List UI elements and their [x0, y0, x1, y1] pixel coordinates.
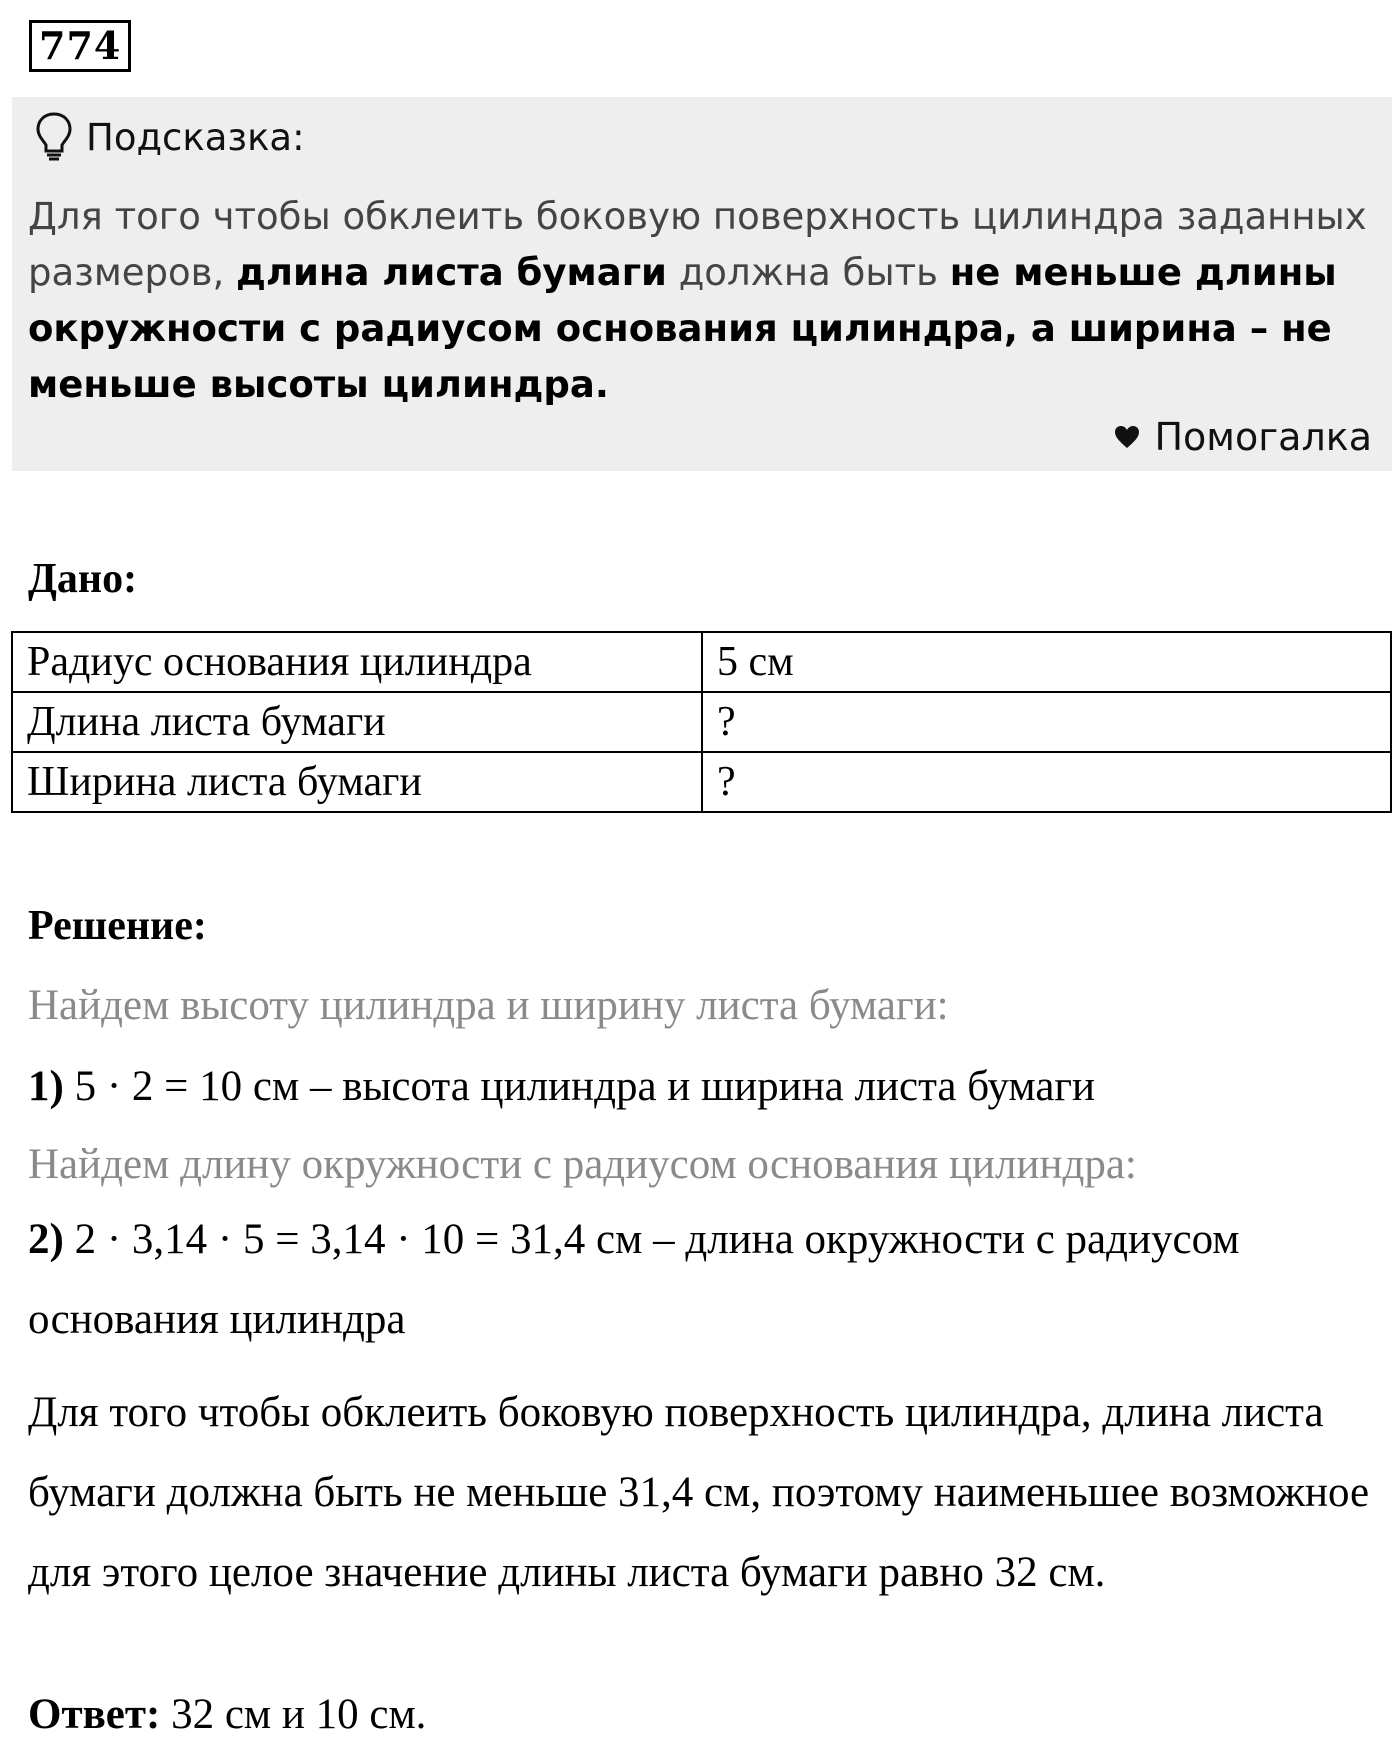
solution-step-2-continuation: основания цилиндра — [28, 1296, 406, 1343]
solution-conclusion: Для того чтобы обклеить боковую поверхность цилиндра, длина листа бумаги должна быть не меньше 31,4 см, поэтому наименьшее возможное для этого целое значение длины листа бумаги равно 32 см. — [28, 1389, 1370, 1596]
hint-text — [28, 189, 1378, 413]
answer-text: 32 см и 10 см. — [160, 1691, 427, 1738]
hint-box — [12, 97, 1392, 471]
table-cell-name: Радиус основания цилиндра — [12, 632, 702, 692]
step-number: 2) — [28, 1216, 64, 1263]
given-label: Дано: — [28, 556, 138, 602]
hint-title: Подсказка: — [86, 115, 305, 159]
table-row — [12, 692, 1391, 752]
solution-label: Решение: — [28, 903, 207, 949]
heart-icon — [1114, 425, 1140, 449]
brand-label: Помогалка — [1154, 415, 1372, 459]
solution-comment: Найдем высоту цилиндра и ширину листа бумаги: — [28, 982, 949, 1029]
step-text: 2 · 3,14 · 5 = 3,14 · 10 = 31,4 см – длина окружности с радиусом — [63, 1216, 1240, 1263]
table-row — [12, 752, 1391, 812]
step-text: 5 · 2 = 10 см – высота цилиндра и ширина листа бумаги — [63, 1063, 1096, 1110]
hint-segment-bold: длина листа бумаги — [235, 251, 667, 294]
answer — [28, 1690, 426, 1740]
solution-comment: Найдем длину окружности с радиусом основания цилиндра: — [28, 1141, 1137, 1188]
hint-segment: Для того чтобы обклеить боковую поверхность цилиндра заданных размеров, — [28, 195, 1367, 294]
hint-segment: должна быть — [666, 251, 950, 294]
lightbulb-icon — [34, 111, 74, 163]
table-cell-value: ? — [702, 752, 1391, 812]
table-row — [12, 632, 1391, 692]
answer-label: Ответ: — [28, 1691, 161, 1738]
hint-segment-bold: не меньше длины окружности с радиусом основания цилиндра, а ширина – не меньше высоты цилиндра. — [28, 251, 1337, 406]
table-cell-name: Длина листа бумаги — [12, 692, 702, 752]
solution-step-2 — [28, 1215, 1240, 1265]
solution-step-1 — [28, 1062, 1095, 1112]
table-cell-value: ? — [702, 692, 1391, 752]
table-cell-name: Ширина листа бумаги — [12, 752, 702, 812]
task-number: 774 — [29, 20, 131, 72]
step-number: 1) — [28, 1063, 64, 1110]
given-table — [11, 631, 1392, 813]
brand — [1114, 415, 1372, 459]
hint-header — [34, 111, 305, 163]
table-cell-value: 5 см — [702, 632, 1391, 692]
